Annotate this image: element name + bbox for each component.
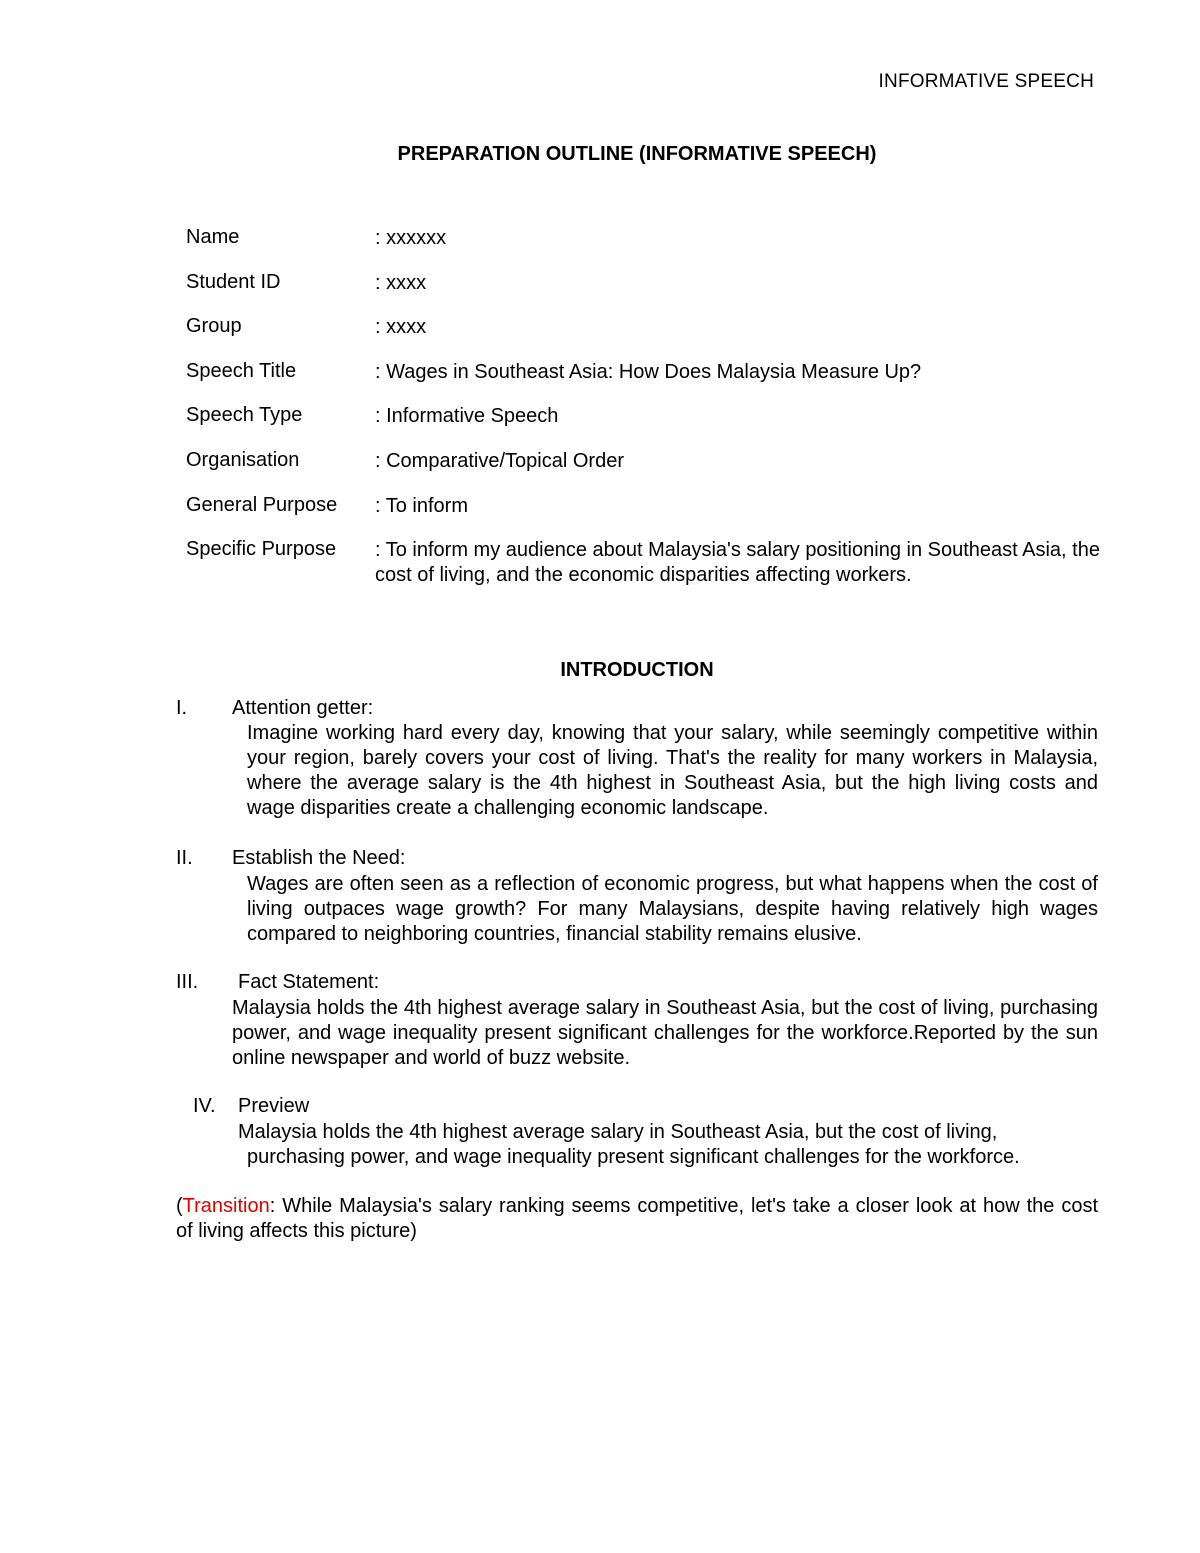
info-row-group (186, 315, 1106, 360)
info-row-general-purpose (186, 494, 1106, 539)
info-label: Group (186, 315, 242, 338)
running-header: INFORMATIVE SPEECH (878, 71, 1094, 92)
outline-item-heading: Fact Statement: (238, 971, 380, 993)
info-value: : Comparative/Topical Order (375, 449, 624, 472)
introduction-heading: INTRODUCTION (560, 659, 714, 681)
outline-numeral: II. (176, 847, 193, 869)
info-label: Student ID (186, 270, 281, 293)
transition-label: Transition (182, 1195, 270, 1217)
outline-item-text: Imagine working hard every day, knowing that your salary, while seemingly competitive within your region, barely covers your cost of living. That's the reality for many workers in Malaysia, where the average salary is the 4th highest in Southeast Asia, but the high living costs and wage disparities create a challenging economic landscape. (247, 722, 1098, 819)
outline-item-text-line-2: purchasing power, and wage inequality present significant challenges for the workforce. (247, 1146, 1020, 1168)
outline-item-heading: Preview (238, 1095, 310, 1117)
info-label: Specific Purpose (186, 538, 337, 561)
document-title: PREPARATION OUTLINE (INFORMATIVE SPEECH) (397, 143, 877, 165)
outline-item-heading: Attention getter: (232, 697, 374, 719)
info-table (186, 226, 1106, 588)
info-row-organisation (186, 449, 1106, 494)
outline-item-text-line-1: Malaysia holds the 4th highest average salary in Southeast Asia, but the cost of living, (238, 1121, 998, 1143)
info-value: : Informative Speech (375, 405, 559, 428)
outline-numeral: I. (176, 697, 188, 719)
outline-item-text: Malaysia holds the 4th highest average salary in Southeast Asia, but the cost of living, purchasing power, and wage inequality present significant challenges for the workforce.Reported by the sun online newspaper and world of buzz website. (232, 997, 1098, 1069)
outline-item-heading: Establish the Need: (232, 847, 406, 869)
info-row-speech-type (186, 404, 1106, 449)
transition-text: : While Malaysia's salary ranking seems competitive, let's take a closer look at how the cost of living affects this picture) (176, 1195, 1098, 1242)
info-value: : xxxx (375, 271, 427, 294)
info-value: : xxxxxx (375, 227, 447, 249)
outline-numeral: III. (176, 971, 199, 993)
info-row-specific-purpose (186, 538, 1106, 588)
info-label: Speech Type (186, 404, 303, 427)
outline-numeral: IV. (193, 1095, 216, 1117)
info-value: : Wages in Southeast Asia: How Does Malaysia Measure Up? (375, 360, 922, 383)
info-label: Speech Title (186, 359, 297, 382)
info-label: Name (186, 226, 240, 248)
info-label: Organisation (186, 448, 300, 471)
transition-note (176, 1194, 1098, 1244)
info-value: : To inform (375, 494, 468, 517)
transition-open-paren: ( (176, 1195, 183, 1217)
info-value: : xxxx (375, 316, 427, 339)
info-value: : To inform my audience about Malaysia's salary positioning in Southeast Asia, the cost of living, and the economic disparities affecting workers. (375, 539, 1100, 587)
outline-item-text: Wages are often seen as a reflection of economic progress, but what happens when the cost of living outpaces wage growth? For many Malaysians, despite having relatively high wages compared to neighboring countries, financial stability remains elusive. (247, 873, 1098, 945)
info-row-name (186, 226, 1106, 271)
info-row-speech-title (186, 360, 1106, 405)
info-row-student-id (186, 271, 1106, 316)
info-label: General Purpose (186, 493, 338, 516)
